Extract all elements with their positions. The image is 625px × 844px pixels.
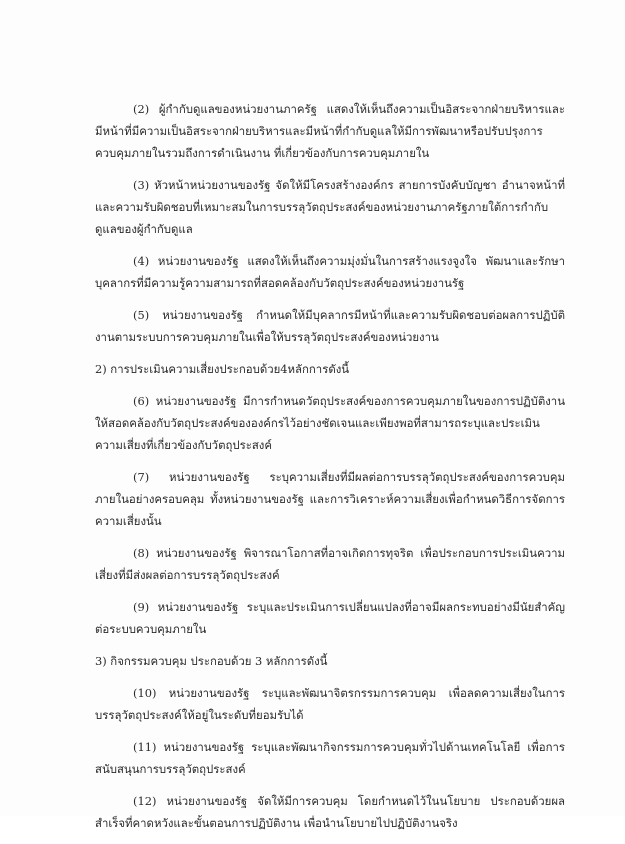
paragraph-item-9: (9) หน่วยงานของรัฐ ระบุและประเมินการเปลี่ยนแปลงที่อาจมีผลกระทบอย่างมีนัยสำคัญต่อระบบควบคุมภายใน — [95, 600, 565, 636]
document-body — [95, 98, 565, 844]
paragraph-item-7: (7) หน่วยงานของรัฐ ระบุความเสี่ยงที่มีผลต่อการบรรลุวัตถุประสงค์ของการควบคุมภายในอย่างครอบคลุม ทั้งหน่วยงานของรัฐ และการวิเคราะห์ความเสี่ยงเพื่อกำหนดวิธีการจัดการความเสี่ยงนั้น — [95, 470, 565, 528]
section-heading-control-activities: 3) กิจกรรมควบคุม ประกอบด้วย 3 หลักการดังนี้ — [95, 654, 328, 668]
paragraph-item-12: (12) หน่วยงานของรัฐ จัดให้มีการควบคุม โดยกำหนดไว้ในนโยบาย ประกอบด้วยผลสำเร็จที่คาดหวังและขั้นตอนการปฏิบัติงาน เพื่อนำนโยบายไปปฏิบัติงานจริง — [95, 794, 565, 830]
paragraph-item-5: (5) หน่วยงานของรัฐ กำหนดให้มีบุคลากรมีหน้าที่และความรับผิดชอบต่อผลการปฏิบัติงานตามระบบการควบคุมภายในเพื่อให้บรรลุวัตถุประสงค์ของหน่วยงาน — [95, 308, 565, 344]
section-heading-risk-assessment: 2) การประเมินความเสี่ยงประกอบด้วย4หลักการดังนี้ — [95, 362, 350, 376]
paragraph-item-8: (8) หน่วยงานของรัฐ พิจารณาโอกาสที่อาจเกิดการทุจริต เพื่อประกอบการประเมินความเสี่ยงที่มีส่งผลต่อการบรรลุวัตถุประสงค์ — [95, 546, 565, 582]
paragraph-item-2: (2) ผู้กำกับดูแลของหน่วยงานภาครัฐ แสดงให้เห็นถึงความเป็นอิสระจากฝ่ายบริหารและมีหน้าที่มีความเป็นอิสระจากฝ่ายบริหารและมีหน้าที่กำกับดูแลให้มีการพัฒนาหรือปรับปรุงการควบคุมภายในรวมถึงการดำเนินงาน ที่เกี่ยวข้องกับการควบคุมภายใน — [95, 102, 565, 160]
paragraph-item-6: (6) หน่วยงานของรัฐ มีการกำหนดวัตถุประสงค์ของการควบคุมภายในของการปฏิบัติงานให้สอดคล้องกับวัตถุประสงค์ขององค์กรไว้อย่างชัดเจนและเพียงพอที่สามารถระบุและประเมินความเสี่ยงที่เกี่ยวข้องกับวัตถุประสงค์ — [95, 394, 565, 452]
paragraph-item-10: (10) หน่วยงานของรัฐ ระบุและพัฒนาจิตรกรรมการควบคุม เพื่อลดความเสี่ยงในการบรรลุวัตถุประสงค์ให้อยู่ในระดับที่ยอมรับได้ — [95, 686, 565, 722]
paragraph-item-3: (3) หัวหน้าหน่วยงานของรัฐ จัดให้มีโครงสร้างองค์กร สายการบังคับบัญชา อำนาจหน้าที่และความรับผิดชอบที่เหมาะสมในการบรรลุวัตถุประสงค์ของหน่วยงานภาครัฐภายใต้การกำกับดูแลของผู้กำกับดูแล — [95, 178, 565, 236]
paragraph-item-4: (4) หน่วยงานของรัฐ แสดงให้เห็นถึงความมุ่งมั่นในการสร้างแรงจูงใจ พัฒนาและรักษาบุคลากรที่มีความรู้ความสามารถที่สอดคล้องกับวัตถุประสงค์ของหน่วยงานรัฐ — [95, 254, 565, 290]
paragraph-item-11: (11) หน่วยงานของรัฐ ระบุและพัฒนากิจกรรมการควบคุมทั่วไปด้านเทคโนโลยี เพื่อการสนับสนุนการบรรลุวัตถุประสงค์ — [95, 740, 565, 776]
